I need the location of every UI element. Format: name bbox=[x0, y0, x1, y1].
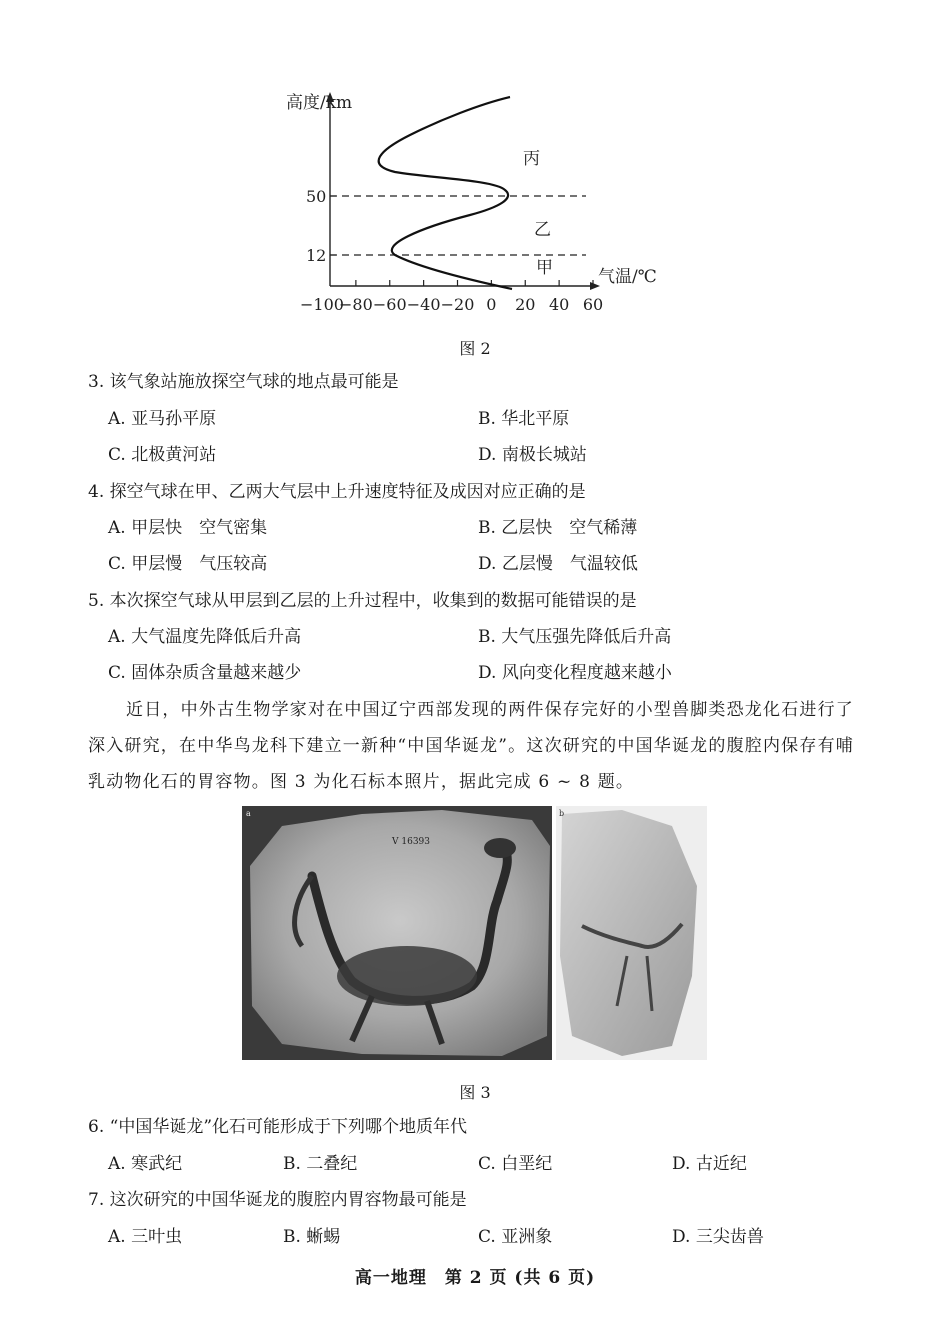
question-4-option-d[interactable]: D. 乙层慢 气温较低 bbox=[478, 554, 638, 574]
x-tick-labels bbox=[300, 295, 603, 314]
reading-passage: 近日，中外古生物学家对在中国辽宁西部发现的两件保存完好的小型兽脚类恐龙化石进行了深入研究，在中华鸟龙科下建立一新种“中国华诞龙”。这次研究的中国华诞龙的腹腔内保存有哺乳动物化石的胃容物。图 3 为化石标本照片，据此完成 6 ~ 8 题。 bbox=[88, 700, 854, 792]
question-6-option-c[interactable]: C. 白垩纪 bbox=[478, 1154, 553, 1174]
question-6-option-b[interactable]: B. 二叠纪 bbox=[283, 1154, 358, 1174]
x-tick-label: 60 bbox=[582, 295, 604, 314]
question-5-option-a[interactable]: A. 大气温度先降低后升高 bbox=[108, 627, 302, 647]
question-3-option-c[interactable]: C. 北极黄河站 bbox=[108, 445, 217, 465]
question-5-option-d[interactable]: D. 风向变化程度越来越小 bbox=[478, 663, 672, 683]
question-7-stem: 7. 这次研究的中国华诞龙的腹腔内胃容物最可能是 bbox=[88, 1190, 467, 1210]
x-tick-label: 0 bbox=[486, 295, 497, 314]
question-3-option-b[interactable]: B. 华北平原 bbox=[478, 409, 570, 429]
panel-a-label: a bbox=[246, 809, 251, 818]
figure-3-caption: 图 3 bbox=[459, 1083, 491, 1102]
question-5-option-c[interactable]: C. 固体杂质含量越来越少 bbox=[108, 663, 302, 683]
figure-2-caption: 图 2 bbox=[459, 339, 491, 358]
question-6-option-d[interactable]: D. 古近纪 bbox=[672, 1154, 747, 1174]
question-4-stem: 4. 探空气球在甲、乙两大气层中上升速度特征及成因对应正确的是 bbox=[88, 482, 586, 502]
figure-2-chart bbox=[270, 80, 690, 320]
question-5-option-b[interactable]: B. 大气压强先降低后升高 bbox=[478, 627, 672, 647]
layer-label-yi: 乙 bbox=[534, 220, 551, 240]
question-3-option-a[interactable]: A. 亚马孙平原 bbox=[108, 409, 217, 429]
question-7-option-b[interactable]: B. 蜥蜴 bbox=[283, 1227, 341, 1247]
question-6-option-a[interactable]: A. 寒武纪 bbox=[108, 1154, 183, 1174]
x-tick-label: −20 bbox=[440, 295, 475, 314]
dinosaur-body-a bbox=[337, 946, 477, 1006]
question-6-stem: 6. “中国华诞龙”化石可能形成于下列哪个地质年代 bbox=[88, 1117, 468, 1137]
x-tick-label: 20 bbox=[515, 295, 536, 314]
fossil-illustration bbox=[242, 806, 707, 1060]
x-tick-label: 40 bbox=[548, 295, 570, 314]
x-tick-label: −40 bbox=[406, 295, 441, 314]
y-tick-label-12: 12 bbox=[306, 246, 327, 265]
x-axis-label: 气温/℃ bbox=[598, 267, 657, 287]
question-7-option-d[interactable]: D. 三尖齿兽 bbox=[672, 1227, 764, 1247]
y-tick-label-50: 50 bbox=[306, 187, 327, 206]
x-tick-label: −60 bbox=[372, 295, 407, 314]
temperature-curve bbox=[379, 97, 512, 289]
question-3-stem: 3. 该气象站施放探空气球的地点最可能是 bbox=[88, 372, 399, 392]
page-footer: 高一地理 第 2 页 (共 6 页) bbox=[354, 1268, 596, 1288]
layer-label-bing: 丙 bbox=[523, 149, 540, 169]
question-7-option-c[interactable]: C. 亚洲象 bbox=[478, 1227, 553, 1247]
question-4-option-b[interactable]: B. 乙层快 空气稀薄 bbox=[478, 518, 638, 538]
question-4-option-c[interactable]: C. 甲层慢 气压较高 bbox=[108, 554, 268, 574]
x-tick-label: −80 bbox=[338, 295, 373, 314]
question-4-option-a[interactable]: A. 甲层快 空气密集 bbox=[108, 518, 268, 538]
layer-label-jia: 甲 bbox=[536, 258, 553, 278]
question-5-stem: 5. 本次探空气球从甲层到乙层的上升过程中，收集到的数据可能错误的是 bbox=[88, 591, 637, 611]
panel-b-label: b bbox=[559, 809, 565, 818]
y-axis-label: 高度/km bbox=[286, 93, 353, 113]
dinosaur-skull-a bbox=[484, 838, 516, 858]
x-tick-label: −100 bbox=[300, 295, 344, 314]
question-7-option-a[interactable]: A. 三叶虫 bbox=[108, 1227, 183, 1247]
panel-divider bbox=[552, 806, 556, 1060]
question-3-option-d[interactable]: D. 南极长城站 bbox=[478, 445, 587, 465]
figure-3-photo bbox=[242, 806, 707, 1060]
specimen-tag: V 16393 bbox=[392, 837, 430, 847]
